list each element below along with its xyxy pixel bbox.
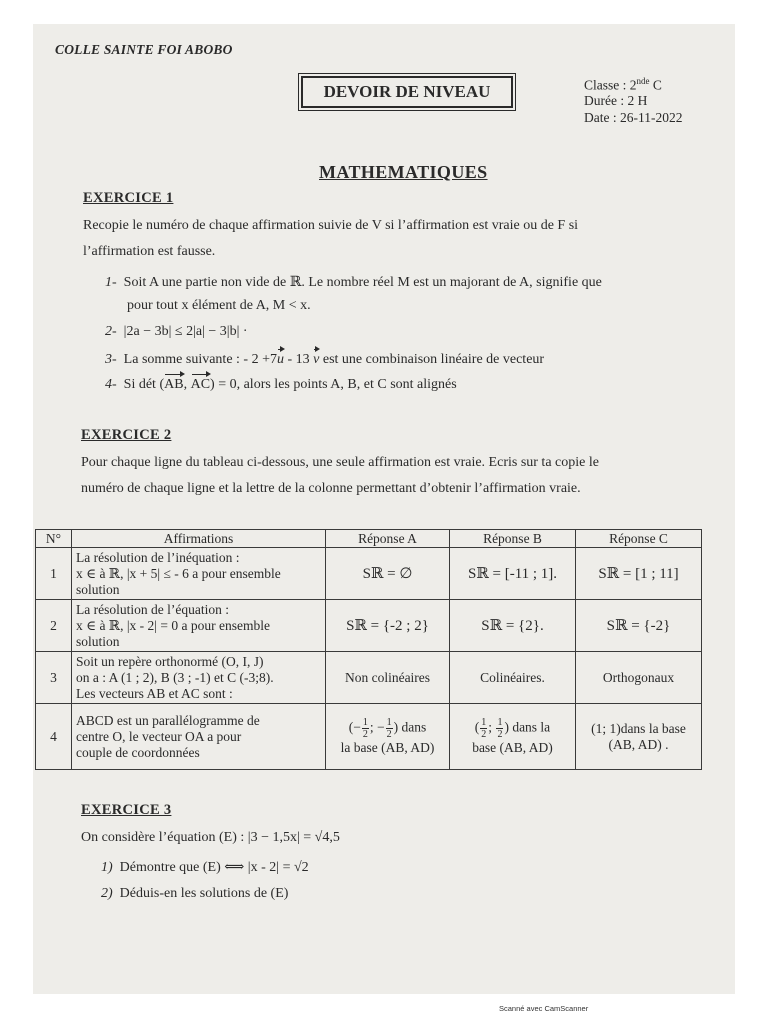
- numerator: 1: [362, 717, 368, 728]
- item-text: est une combinaison linéaire de vecteur: [319, 352, 545, 367]
- answer-a: [326, 704, 450, 770]
- affirmation-line: x ∈ à ℝ, |x + 5| ≤ - 6 a pour ensemble: [76, 565, 281, 581]
- answer-text: dans la: [512, 719, 551, 735]
- answer-b-line2: base (AB, AD): [472, 740, 553, 755]
- vector-ac: AC: [190, 377, 211, 392]
- item-text: Déduis-en les solutions de (E): [119, 886, 289, 901]
- affirmation-cell: [72, 704, 326, 770]
- subject-title: MATHEMATIQUES: [319, 162, 488, 182]
- vector-u: u: [276, 352, 284, 367]
- affirmation-line: Les vecteurs AB et AC sont :: [76, 685, 233, 701]
- affirmation-line: solution: [76, 581, 120, 597]
- ex1-item-4: [105, 377, 457, 393]
- row-number: 3: [36, 652, 72, 704]
- column-header: Réponse B: [450, 530, 576, 548]
- answer-a-line2: la base (AB, AD): [340, 740, 435, 755]
- column-header: Affirmations: [72, 530, 326, 548]
- exercise-3-title: EXERCICE 3: [81, 802, 172, 818]
- fraction: [386, 717, 393, 740]
- answer-c: Orthogonaux: [576, 652, 702, 704]
- column-header: Réponse C: [576, 530, 702, 548]
- exercise-2-intro-line1: Pour chaque ligne du tableau ci-dessous, une seule affirmation est vraie. Ecris sur ta copie le: [81, 455, 599, 470]
- ex1-item-2: [105, 324, 248, 340]
- answer-b: Colinéaires.: [450, 652, 576, 704]
- exercise-3-intro: On considère l’équation (E) : |3 − 1,5x| = √4,5: [81, 830, 340, 845]
- answer-b: Sℝ = [-11 ; 1].: [450, 548, 576, 600]
- table-row: [36, 652, 702, 704]
- answer-c: [576, 704, 702, 770]
- column-header: Réponse A: [326, 530, 450, 548]
- table-header-row: [36, 530, 702, 548]
- affirmation-line: on a : A (1 ; 2), B (3 ; -1) et C (-3;8).: [76, 669, 274, 685]
- affirmation-line: x ∈ à ℝ, |x - 2| = 0 a pour ensemble: [76, 617, 270, 633]
- fraction: [480, 717, 487, 740]
- vector-ab: AB: [164, 377, 184, 392]
- answer-c: Sℝ = [1 ; 11]: [576, 548, 702, 600]
- answer-c-line2: (AB, AD) .: [608, 736, 669, 752]
- ex1-item-3: [105, 352, 544, 368]
- item-number: 3-: [105, 352, 117, 367]
- row-number: 1: [36, 548, 72, 600]
- affirmation-cell: [72, 600, 326, 652]
- exercise-1-title: EXERCICE 1: [83, 190, 174, 206]
- item-text: |2a − 3b| ≤ 2|a| − 3|b| ·: [123, 324, 248, 339]
- item-text: La somme suivante : - 2 +7: [123, 352, 277, 367]
- affirmation-cell: [72, 548, 326, 600]
- ex3-item-1: [101, 859, 309, 876]
- item-number: 1): [101, 860, 113, 875]
- item-number: 2-: [105, 324, 117, 339]
- exercise-2-intro-line2: numéro de chaque ligne et la lettre de la colonne permettant d’obtenir l’affirmation vraie.: [81, 481, 581, 496]
- answers-table: [35, 529, 702, 770]
- fraction: [496, 717, 503, 740]
- exercise-1-intro-line2: l’affirmation est fausse.: [83, 244, 216, 259]
- duration-info: Durée : 2 H: [584, 93, 648, 108]
- exam-sheet: [33, 24, 735, 994]
- answer-b: [450, 704, 576, 770]
- numerator: 1: [386, 717, 392, 728]
- ex1-item-1: [105, 274, 602, 291]
- fraction: [362, 717, 369, 740]
- denominator: 2: [497, 729, 503, 740]
- item-text: Démontre que (E) ⟺ |x - 2| = √2: [119, 860, 309, 875]
- row-number: 4: [36, 704, 72, 770]
- answer-b: Sℝ = {2}.: [450, 600, 576, 652]
- answer-c: Sℝ = {-2}: [576, 600, 702, 652]
- answer-text: dans: [401, 719, 427, 735]
- affirmation-cell: [72, 652, 326, 704]
- item-text: ) = 0, alors les points A, B, et C sont alignés: [210, 377, 457, 392]
- school-name: COLLE SAINTE FOI ABOBO: [55, 42, 233, 57]
- exercise-1-intro-line1: Recopie le numéro de chaque affirmation suivie de V si l’affirmation est vraie ou de F si: [83, 218, 579, 233]
- exam-title-box: [301, 76, 513, 108]
- row-number: 2: [36, 600, 72, 652]
- item-text: Si dét (: [123, 377, 165, 392]
- answer-c-line1: (1; 1)dans la base: [591, 720, 686, 736]
- item-number: 1-: [105, 275, 117, 290]
- separator: ,: [183, 377, 191, 392]
- numerator: 1: [497, 717, 503, 728]
- denominator: 2: [386, 729, 392, 740]
- affirmation-line: Soit un repère orthonormé (O, I, J): [76, 653, 264, 669]
- affirmation-line: centre O, le vecteur OA a pour: [76, 728, 242, 744]
- column-header: N°: [36, 530, 72, 548]
- table-row: [36, 704, 702, 770]
- affirmation-line: couple de coordonnées: [76, 744, 200, 760]
- affirmation-line: La résolution de l’inéquation :: [76, 549, 240, 565]
- answer-a: Non colinéaires: [326, 652, 450, 704]
- answer-a: Sℝ = ∅: [326, 548, 450, 600]
- table-row: [36, 600, 702, 652]
- exam-title: DEVOIR DE NIVEAU: [323, 82, 491, 101]
- class-suffix: C: [649, 77, 662, 93]
- affirmation-line: solution: [76, 633, 120, 649]
- numerator: 1: [481, 717, 487, 728]
- item-number: 2): [101, 886, 113, 901]
- denominator: 2: [362, 729, 368, 740]
- affirmation-line: La résolution de l’équation :: [76, 601, 229, 617]
- item-text: - 13: [283, 352, 314, 367]
- class-info: [584, 76, 662, 94]
- denominator: 2: [481, 729, 487, 740]
- table-row: [36, 548, 702, 600]
- class-superscript: nde: [636, 76, 650, 86]
- exercise-2-title: EXERCICE 2: [81, 427, 172, 443]
- ex3-item-2: [101, 886, 288, 902]
- date-info: Date : 26-11-2022: [584, 110, 683, 125]
- class-label: Classe : 2: [584, 77, 637, 93]
- item-number: 4-: [105, 377, 117, 392]
- answer-a: Sℝ = {-2 ; 2}: [326, 600, 450, 652]
- ex1-item-1-line2: pour tout x élément de A, M < x.: [127, 298, 311, 313]
- vector-v: v: [313, 352, 320, 367]
- affirmation-line: ABCD est un parallélogramme de: [76, 712, 260, 728]
- scanner-footer: Scanné avec CamScanner: [499, 1004, 589, 1013]
- answer-a-line1: (− $\frac{1}{2}$ ; − $\frac{1}{2}$ ) dans: [348, 717, 427, 740]
- item-text: Soit A une partie non vide de ℝ. Le nombre réel M est un majorant de A, signifie que: [123, 275, 602, 290]
- answer-b-line1: ( $\frac{1}{2}$ ; $\frac{1}{2}$ ) dans la: [474, 717, 551, 740]
